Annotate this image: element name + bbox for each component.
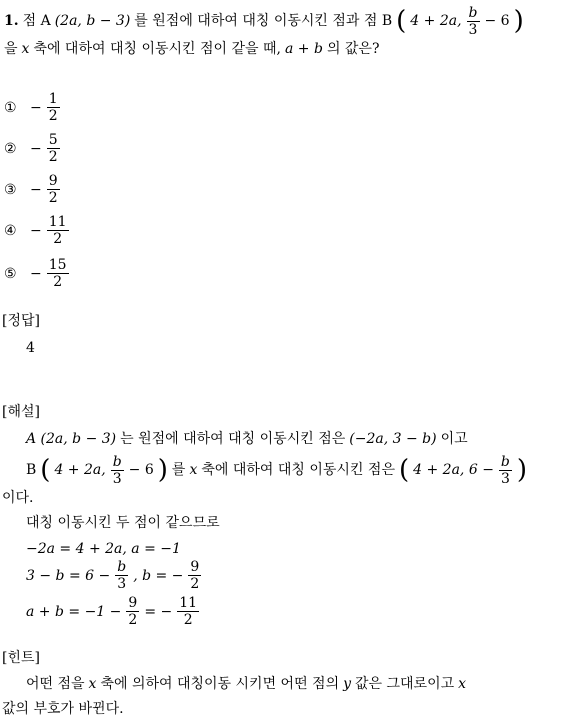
choice-1[interactable]: ① − $\frac{1}{2}$ [4,91,58,124]
question-text-1: 점 A [22,13,51,29]
solution-line-2: B ( 4 + 2a, $\frac{b}{3}$ − 6 ) 를 x 축에 대하여 대칭 이동시킨 점은 ( 4 + 2a, 6 − $\frac{b}{3}$ ) [26,453,528,487]
hint-label: [힌트] [2,650,40,666]
choice-3[interactable]: ③ − $\frac{9}{2}$ [4,173,58,206]
hint-line-1: 어떤 점을 x 축에 의하여 대칭이동 시키면 어떤 점의 y 값은 그대로이고 x [26,676,467,692]
point-b-fraction: $\frac{b}{3}$ [468,4,478,38]
solution-line-1: A (2a, b − 3) 는 원점에 대하여 대칭 이동시킨 점은 (−2a, 3 − b) 이고 [26,431,468,447]
solution-line-4: 대칭 이동시킨 두 점이 같으므로 [26,515,220,531]
solution-label: [해설] [2,404,40,420]
choice-5[interactable]: ⑤ − $\frac{15}{2}$ [4,257,67,290]
point-a-coords: (2a, b − 3) [54,13,131,29]
question-number: 1. [4,13,19,29]
solution-line-6: 3 − b = 6 − $\frac{b}{3}$ , b = − $\frac{9}{2}$ [26,559,200,592]
question-line-1: 1. 점 A (2a, b − 3) 를 원점에 대하여 대칭 이동시킨 점과 점 B ( 4 + 2a, $\frac{b}{3}$ − 6 ) [4,4,524,38]
question-text-2: 를 원점에 대하여 대칭 이동시킨 점과 점 B [134,13,393,29]
choice-4[interactable]: ④ − $\frac{11}{2}$ [4,214,67,247]
solution-line-7: a + b = −1 − $\frac{9}{2}$ = − $\frac{11}{2}$ [26,595,198,628]
question-line-2: 을 x 축에 대하여 대칭 이동시킨 점이 같을 때, a + b 의 값은? [4,41,380,57]
point-b-post: − 6 [484,13,510,29]
solution-line-5: −2a = 4 + 2a, a = −1 [26,541,181,557]
choice-2[interactable]: ② − $\frac{5}{2}$ [4,132,58,165]
answer-value: 4 [26,340,35,356]
hint-line-2: 값의 부호가 바뀐다. [2,701,124,717]
answer-label: [정답] [2,313,40,329]
solution-line-3: 이다. [2,490,34,506]
point-b-x: 4 + 2a, [410,13,462,29]
